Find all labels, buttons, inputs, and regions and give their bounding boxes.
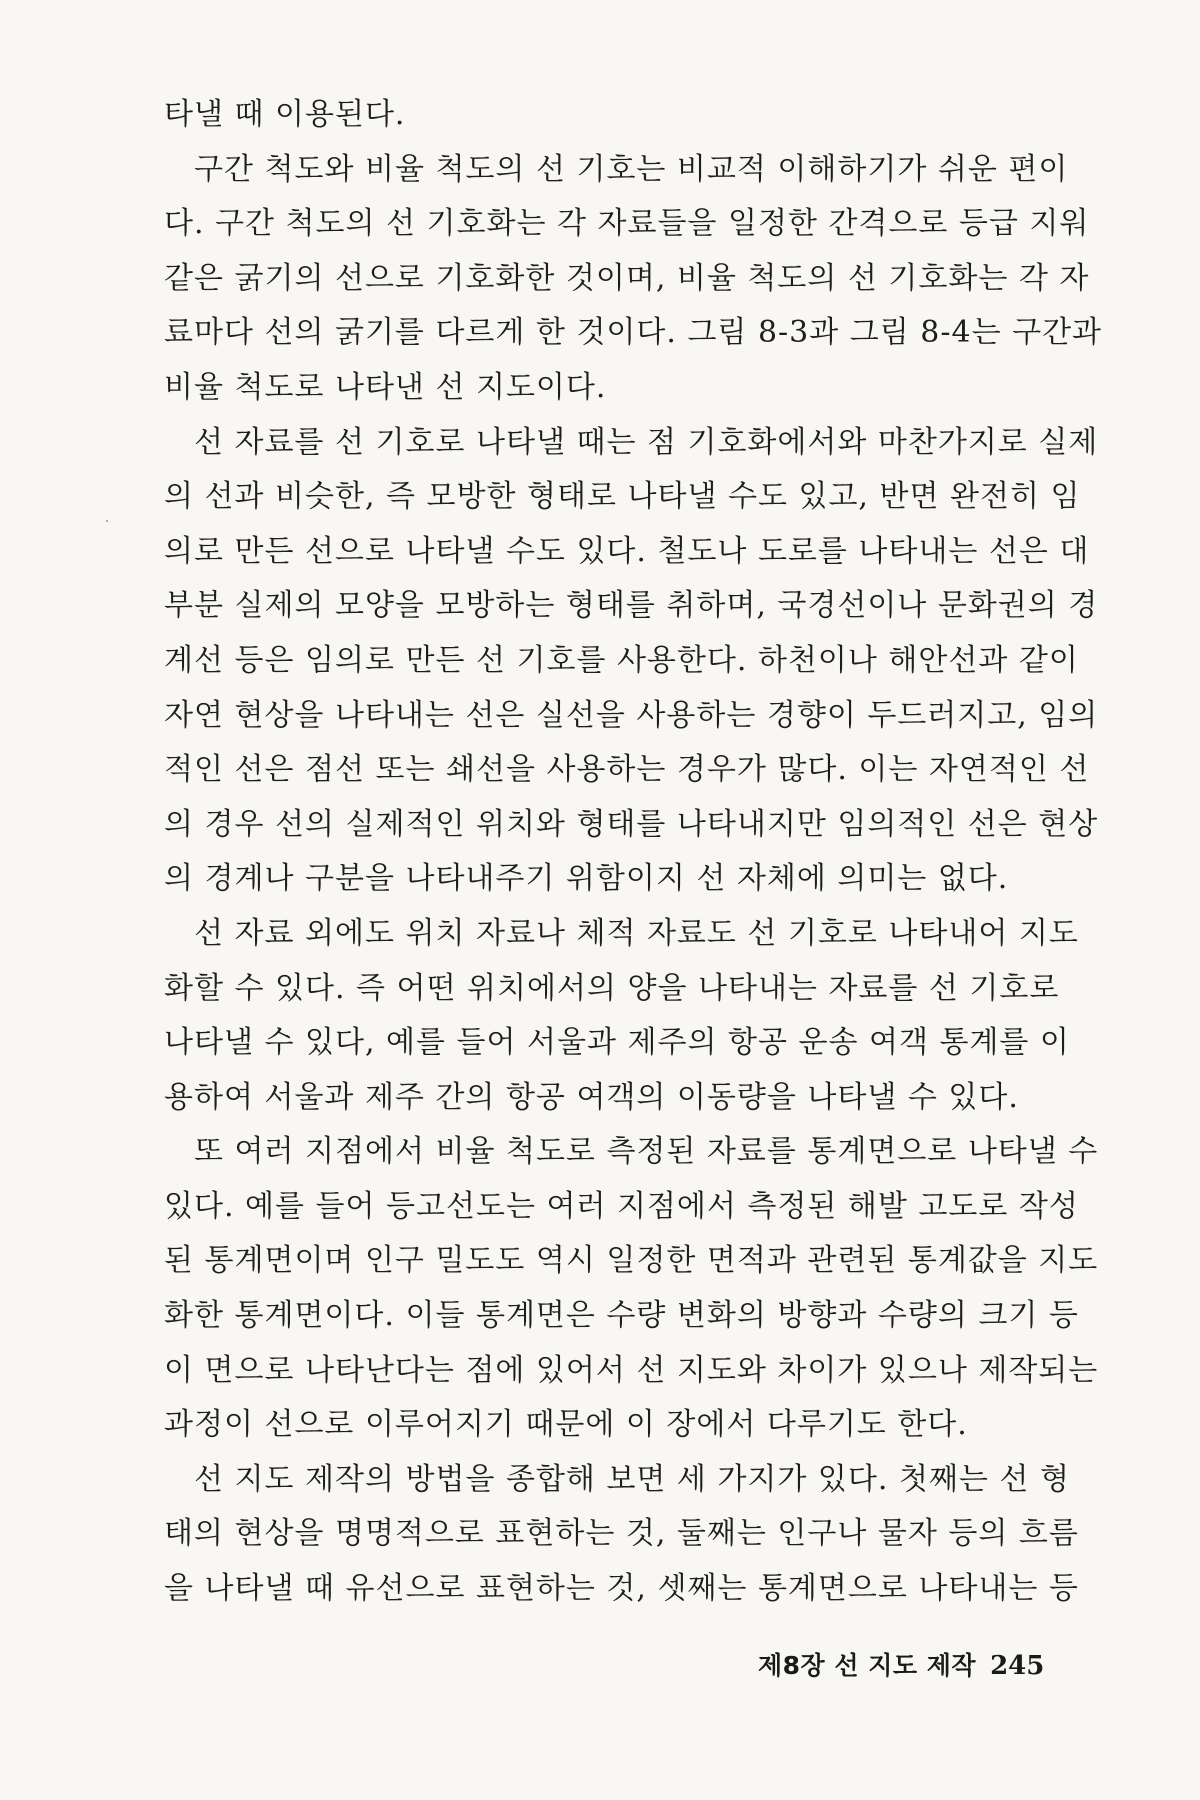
text-line: 같은 굵기의 선으로 기호화한 것이며, 비율 척도의 선 기호화는 각 자: [164, 260, 1090, 296]
text-line: 부분 실제의 모양을 모방하는 형태를 취하며, 국경선이나 문화권의 경: [164, 588, 1099, 624]
page-number: 245: [990, 1651, 1045, 1681]
page-footer: [758, 1646, 1058, 1682]
text-line: 계선 등은 임의로 만든 선 기호를 사용한다. 하천이나 해안선과 같이: [164, 642, 1079, 678]
text-line: 화한 통계면이다. 이들 통계면은 수량 변화의 방향과 수량의 크기 등: [164, 1298, 1079, 1334]
text-line: 화할 수 있다. 즉 어떤 위치에서의 양을 나타내는 자료를 선 기호로: [164, 970, 1060, 1006]
text-line: 자연 현상을 나타내는 선은 실선을 사용하는 경향이 두드러지고, 임의: [164, 697, 1099, 733]
text-line: 비율 척도로 나타낸 선 지도이다.: [164, 369, 607, 405]
print-speck: [106, 520, 108, 522]
text-line: 의 경계나 구분을 나타내주기 위함이지 선 자체에 의미는 없다.: [164, 861, 1009, 897]
text-line: 의로 만든 선으로 나타낼 수도 있다. 철도나 도로를 나타내는 선은 대: [164, 533, 1090, 569]
text-line: 과정이 선으로 이루어지기 때문에 이 장에서 다루기도 한다.: [164, 1407, 968, 1443]
text-line: 다. 구간 척도의 선 기호화는 각 자료들을 일정한 간격으로 등급 지워: [164, 206, 1090, 242]
text-line: 된 통계면이며 인구 밀도도 역시 일정한 면적과 관련된 통계값을 지도: [164, 1243, 1099, 1279]
text-line: 선 지도 제작의 방법을 종합해 보면 세 가지가 있다. 첫째는 선 형: [194, 1461, 1070, 1497]
text-line: 나타낼 수 있다, 예를 들어 서울과 제주의 항공 운송 여객 통계를 이: [164, 1025, 1070, 1061]
text-line: 타낼 때 이용된다.: [164, 97, 406, 132]
text-line: 구간 척도와 비율 척도의 선 기호는 비교적 이해하기가 쉬운 편이: [194, 151, 1069, 187]
text-line: 또 여러 지점에서 비율 척도로 측정된 자료를 통계면으로 나타낼 수: [194, 1134, 1099, 1170]
text-line: 선 자료 외에도 위치 자료나 체적 자료도 선 기호로 나타내어 지도: [194, 915, 1079, 951]
text-line: 료마다 선의 굵기를 다르게 한 것이다. 그림 8-3과 그림 8-4는 구간과: [164, 315, 1103, 351]
body-text: [164, 88, 1103, 1617]
text-line: 의 경우 선의 실제적인 위치와 형태를 나타내지만 임의적인 선은 현상: [164, 806, 1099, 842]
text-line: 적인 선은 점선 또는 쇄선을 사용하는 경우가 많다. 이는 자연적인 선: [164, 752, 1090, 788]
text-line: 의 선과 비슷한, 즉 모방한 형태로 나타낼 수도 있고, 반면 완전히 임: [164, 479, 1081, 515]
text-line: 태의 현상을 명명적으로 표현하는 것, 둘째는 인구나 물자 등의 흐름: [164, 1516, 1079, 1552]
text-line: 있다. 예를 들어 등고선도는 여러 지점에서 측정된 해발 고도로 작성: [164, 1188, 1079, 1224]
running-footer-chapter: 제8장 선 지도 제작: [758, 1651, 977, 1680]
text-line: 선 자료를 선 기호로 나타낼 때는 점 기호화에서와 마찬가지로 실제: [194, 424, 1099, 460]
text-line: 이 면으로 나타난다는 점에 있어서 선 지도와 차이가 있으나 제작되는: [164, 1352, 1099, 1388]
text-line: 용하여 서울과 제주 간의 항공 여객의 이동량을 나타낼 수 있다.: [164, 1079, 1019, 1115]
text-line: 을 나타낼 때 유선으로 표현하는 것, 셋째는 통계면으로 나타내는 등: [164, 1571, 1079, 1607]
